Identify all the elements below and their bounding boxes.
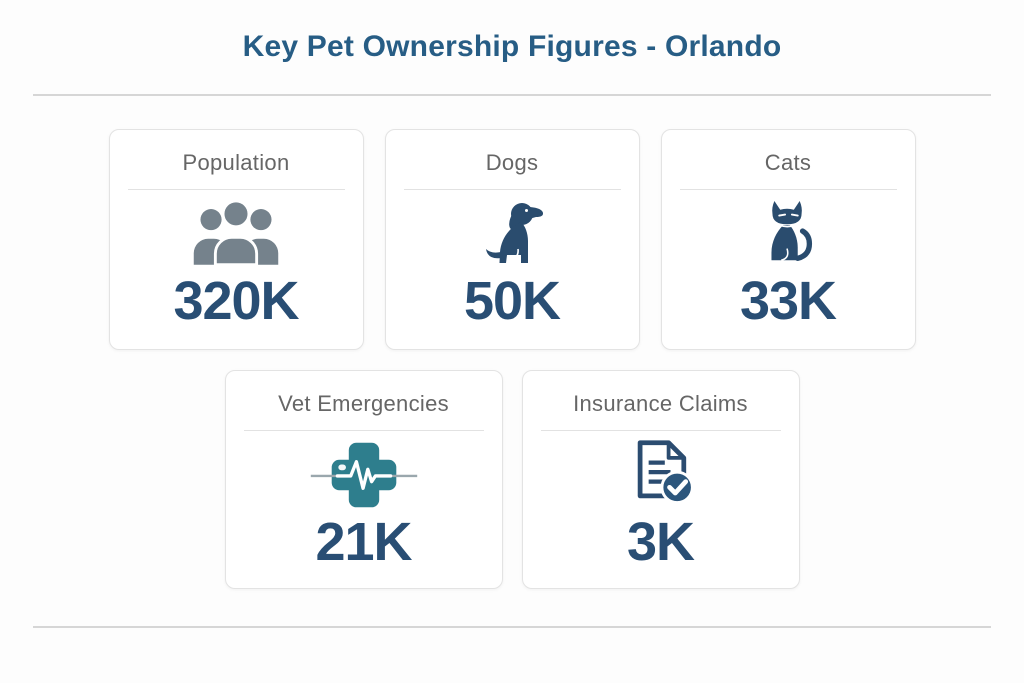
stat-card-population xyxy=(109,129,364,350)
dog-icon xyxy=(472,196,552,272)
card-divider xyxy=(404,189,621,190)
card-divider xyxy=(244,430,484,431)
medical-cross-heartbeat-icon xyxy=(306,437,422,513)
document-check-icon xyxy=(619,437,703,513)
stat-card-vet-emergencies xyxy=(225,370,503,589)
card-label: Vet Emergencies xyxy=(278,391,449,416)
card-value: 50K xyxy=(463,271,561,331)
cat-icon xyxy=(750,196,826,272)
top-divider xyxy=(33,94,991,96)
card-label: Population xyxy=(182,150,290,175)
card-value: 3K xyxy=(626,512,695,572)
bottom-divider xyxy=(33,626,991,628)
people-group-icon xyxy=(188,196,284,272)
card-divider xyxy=(541,430,781,431)
page-title: Key Pet Ownership Figures - Orlando xyxy=(242,30,782,63)
stats-row-top xyxy=(0,129,1024,350)
stats-row-bottom xyxy=(0,370,1024,589)
card-value: 320K xyxy=(173,271,299,331)
header xyxy=(0,0,1024,64)
stat-card-insurance-claims xyxy=(522,370,800,589)
card-divider xyxy=(128,189,345,190)
card-divider xyxy=(680,189,897,190)
card-value: 33K xyxy=(739,271,837,331)
card-label: Dogs xyxy=(485,150,539,175)
stat-card-cats xyxy=(661,129,916,350)
stat-card-dogs xyxy=(385,129,640,350)
card-label: Insurance Claims xyxy=(573,391,748,416)
card-value: 21K xyxy=(315,512,412,572)
card-label: Cats xyxy=(764,150,812,175)
